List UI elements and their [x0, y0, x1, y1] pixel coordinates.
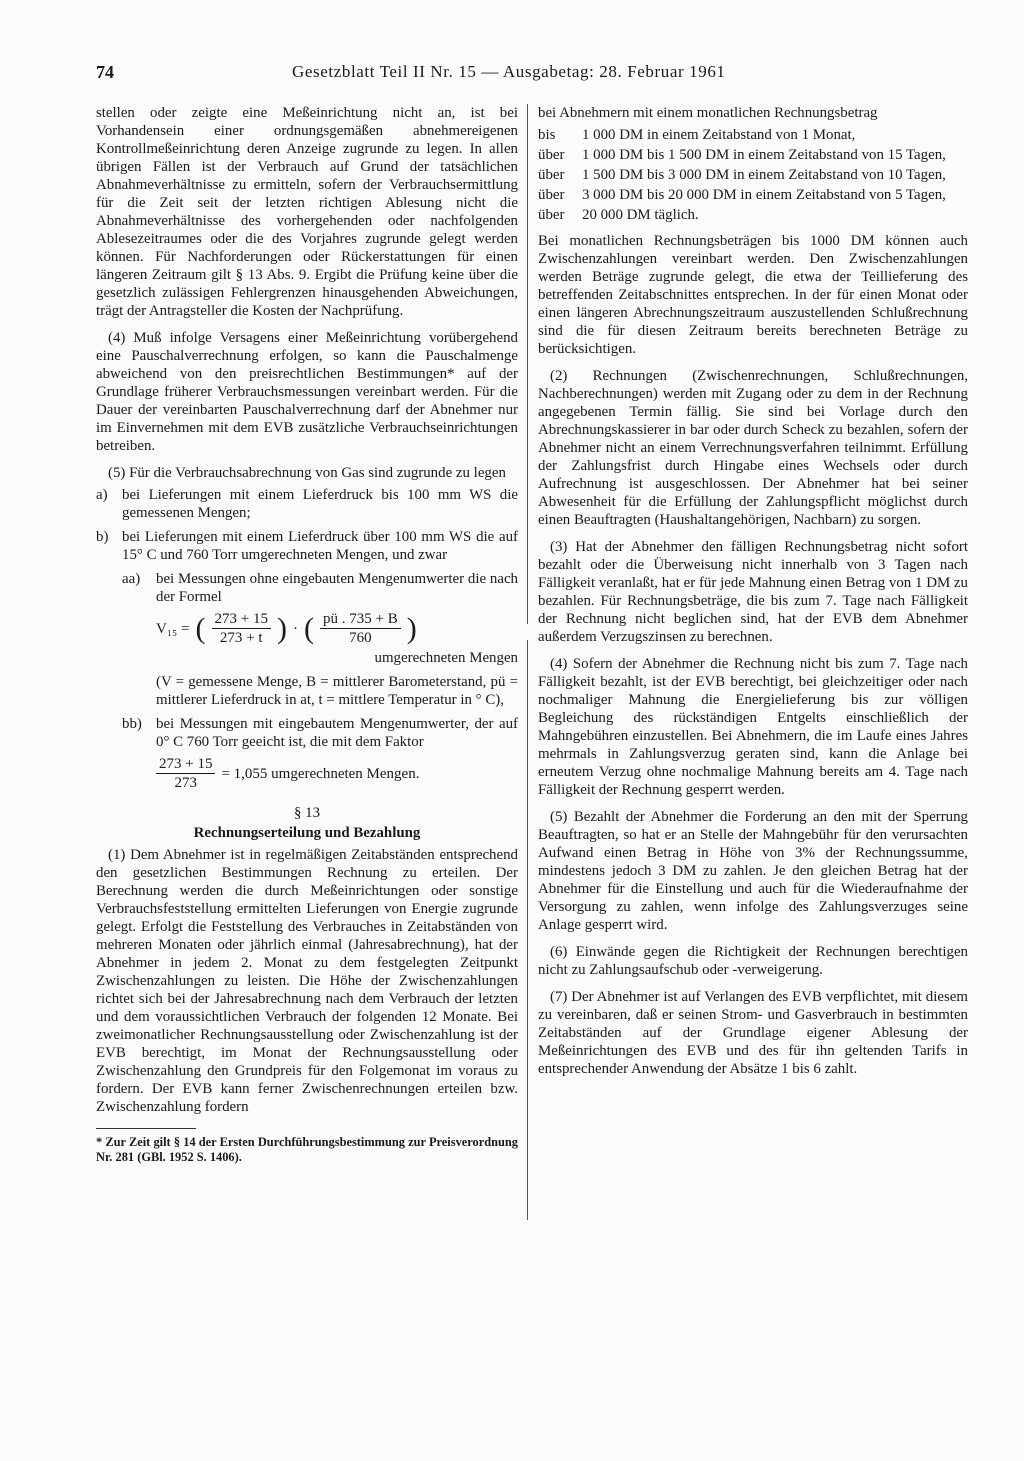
schedule-label: über	[538, 167, 565, 183]
schedule-label: bis	[538, 127, 556, 143]
list-label: aa)	[122, 571, 141, 587]
paragraph: bei Abnehmern mit einem monatlichen Rechnungsbetrag	[538, 105, 878, 121]
list-label: b)	[96, 529, 109, 545]
formula-block	[122, 610, 518, 709]
paragraph: (5) Für die Verbrauchsabrechnung von Gas sind zugrunde zu legen	[108, 465, 506, 481]
paragraph: (6) Einwände gegen die Richtigkeit der Rechnungen berechtigen nicht zu Zahlungsaufschub oder -verweigerung.	[538, 944, 968, 978]
paragraph: stellen oder zeigte eine Meßeinrichtung nicht an, ist bei Vorhandensein einer ordnungsgemäßen abnehmereigenen Kontrollmeßeinrichtung deren Anzeige zugrunde zu legen. In allen übrigen Fällen ist der Verbrauch auf Grund der tatsächlichen Abnahmeverhältnisse zu ermitteln, sofern der Verbrauchsermittlung für die Zeit seit der letzten richtigen Ablesung nicht die Abnahmeverhältnisse des vorhergehenden oder nachfolgenden Ablesezeitraumes oder die des Vorjahres zugrunde gelegt werden können. Für Nachforderungen oder Rückerstattungen für einen längeren Zeitraum gilt § 13 Abs. 9. Ergibt die Prüfung keine über die gesetzlich zulässigen Fehlergrenzen hinausgehenden Abweichungen, trägt der Antragsteller die Kosten der Nachprüfung.	[96, 105, 518, 319]
denominator: 273 + t	[219, 630, 263, 646]
footnote: * Zur Zeit gilt § 14 der Ersten Durchführungsbestimmung zur Preisverordnung Nr. 281 (GBl. 1952 S. 1406).	[96, 1135, 518, 1164]
list-text: bei Messungen ohne eingebauten Mengenumwerter die nach der Formel	[156, 571, 518, 605]
schedule-table	[538, 126, 968, 224]
page-header	[96, 62, 966, 84]
schedule-text: 3 000 DM bis 20 000 DM in einem Zeitabstand von 5 Tagen,	[582, 187, 946, 203]
column-divider	[527, 640, 528, 1220]
paren-open-icon: (	[303, 611, 314, 645]
list-item	[96, 486, 518, 522]
paren-close-icon: )	[276, 611, 287, 645]
paren-open-icon: (	[195, 611, 206, 645]
denominator: 273	[174, 775, 197, 791]
schedule-label: über	[538, 187, 565, 203]
numerator: pü . 735 + B	[320, 610, 401, 629]
list-label: bb)	[122, 716, 142, 732]
paragraph: (4) Muß infolge Versagens einer Meßeinrichtung vorübergehend eine Pauschalverrechnung erfolgen, so kann die Pauschalmenge abweichend von den preisrechtlichen Bestimmungen* auf der Grundlage früherer Verbrauchsmessungen vereinbart werden. Für die Dauer der vereinbarten Pauschalverrechnung darf der Abnehmer nur im Einvernehmen mit dem EVB zusätzliche Verbrauchseinrichtungen betreiben.	[96, 330, 518, 454]
list-item	[122, 715, 518, 751]
schedule-text: 1 000 DM bis 1 500 DM in einem Zeitabstand von 15 Tagen,	[582, 147, 946, 163]
fraction	[212, 610, 271, 647]
column-divider	[527, 104, 528, 624]
paragraph: Bei monatlichen Rechnungsbeträgen bis 1000 DM können auch Zwischenzahlungen vereinbart werden. Den Zwischenzahlungen werden Beträge zugrunde gelegt, die etwa der Teillieferung des betreffenden Zeitabschnittes entsprechen. In der für einen Monat oder einen längeren Abrechnungszeitraum auszustellenden Schlußrechnung sind die für diesen Zeitraum bereits berechneten Beträge zu berücksichtigen.	[538, 233, 968, 357]
list-item	[96, 528, 518, 564]
formula-block	[122, 755, 518, 792]
paragraph: (2) Rechnungen (Zwischenrechnungen, Schlußrechnungen, Nachberechnungen) werden mit Zugang oder zu dem in der Rechnung angegebenen Termin fällig. Sie sind bei Vorlage durch den Abrechnungskassierer in bar oder durch Scheck zu bezahlen, sofern der Abnehmer nicht an einem Verrechnungsverfahren teilnimmt. Erfüllung der Zahlungsfrist durch Hingabe eines Wechsels oder durch Aufrechnung ist ausgeschlossen. Der Abnehmer hat bei seiner Abwesenheit für die Erfüllung der Zahlungspflicht möglichst durch einen Beauftragten (Haushaltangehörigen, Nachbarn) zu sorgen.	[538, 368, 968, 528]
schedule-text: 20 000 DM täglich.	[582, 207, 699, 223]
paragraph: (4) Sofern der Abnehmer die Rechnung nicht bis zum 7. Tage nach Fälligkeit bezahlt, ist der EVB berechtigt, bei gleichzeitiger oder nach nochmaliger Mahnung die Energielieferung bis zur völligen Begleichung des rückständigen Entgelts einschließlich der Mahngebühren einzustellen. Bei Abnehmern, die im Laufe eines Jahres mehrmals in Zahlungsverzug geraten sind, kann die Anlage bei erneutem Verzug ohne nochmalige Mahnung bereits am 4. Tage nach Fälligkeit der Rechnung gesperrt werden.	[538, 656, 968, 798]
paragraph: (1) Dem Abnehmer ist in regelmäßigen Zeitabständen entsprechend den gesetzlichen Bestimmungen Rechnung zu erteilen. Der Berechnung werden die durch Meßeinrichtungen oder sonstige Verbrauchsfeststellung ermittelten Lieferungen von Energie zugrunde gelegt. Erfolgt die Feststellung des Verbrauches in Zeitabständen von mehreren Monaten oder jährlich einmal (Jahresabrechnung), hat der Abnehmer in jedem 2. Monat zu dem festgelegten Zeitpunkt Zwischenzahlungen zu leisten. Die Höhe der Zwischenzahlungen richtet sich bei der Jahresabrechnung nach dem Verbrauch der letzten und dem voraussichtlichen Verbrauch der folgenden 12 Monate. Bei zweimonatlicher Rechnungsausstellung oder Zwischenzahlung ist der EVB berechtigt, im Monat der Rechnungsausstellung oder Zwischenzahlung den Grundpreis für den Folgemonat im voraus zu fordern. Der EVB kann ferner Zwischenrechnungen erteilen bzw. Zwischenzahlung fordern	[96, 847, 518, 1115]
denominator: 760	[349, 630, 372, 646]
formula-lhs: V₁₅ =	[156, 620, 190, 637]
schedule-label: über	[538, 147, 565, 163]
running-title: Gesetzblatt Teil II Nr. 15 — Ausgabetag: 28. Februar 1961	[292, 62, 726, 81]
schedule-label: über	[538, 207, 565, 223]
page-number: 74	[96, 62, 114, 82]
formula-tail: umgerechneten Mengen	[374, 650, 518, 666]
formula-legend: (V = gemessene Menge, B = mittlerer Barometerstand, pü = mittlerer Lieferdruck in at, t = mittlere Temperatur in ° C),	[156, 674, 518, 708]
sub-list	[96, 570, 518, 792]
section-title: Rechnungserteilung und Bezahlung	[193, 825, 421, 841]
right-column	[538, 104, 968, 1087]
list-text: bei Lieferungen mit einem Lieferdruck über 100 mm WS die auf 15° C und 760 Torr umgerechneten Mengen, und zwar	[122, 529, 518, 563]
list-label: a)	[96, 487, 108, 503]
paragraph: (3) Hat der Abnehmer den fälligen Rechnungsbetrag nicht sofort bezahlt oder die Überweisung nicht innerhalb von 3 Tagen nach Fälligkeit veranlaßt, hat er für jede Mahnung einen Betrag von 1 DM zu bezahlen. Für Rechnungsbeträge, die bis zum 7. Tage nach Fälligkeit der Rechnung nicht beglichen sind, hat der EVB dem Abnehmer außerdem Verzugszinsen zu berechnen.	[538, 539, 968, 645]
paragraph: (7) Der Abnehmer ist auf Verlangen des EVB verpflichtet, mit diesem zu vereinbaren, daß er seinen Strom- und Gasverbrauch in bestimmten Zeitabständen auf der Grundlage eigener Ablesung der Meßeinrichtungen des EVB und des für ihn geltenden Tarifs in entsprechender Anwendung der Absätze 1 bis 6 zahlt.	[538, 989, 968, 1077]
formula	[156, 755, 518, 792]
numerator: 273 + 15	[212, 610, 271, 629]
fraction	[320, 610, 401, 647]
schedule-text: 1 500 DM bis 3 000 DM in einem Zeitabstand von 10 Tagen,	[582, 167, 946, 183]
left-column	[96, 104, 518, 1165]
list-text: bei Messungen mit eingebautem Mengenumwerter, der auf 0° C 760 Torr geeicht ist, die mit dem Faktor	[156, 716, 518, 750]
multiply-dot: ·	[292, 620, 298, 637]
paren-close-icon: )	[406, 611, 417, 645]
fraction	[156, 755, 215, 792]
formula	[156, 610, 518, 647]
list-item	[122, 570, 518, 606]
schedule-text: 1 000 DM in einem Zeitabstand von 1 Monat,	[582, 127, 856, 143]
numerator: 273 + 15	[156, 755, 215, 774]
footnote-rule	[96, 1128, 196, 1129]
formula-tail: = 1,055 umgerechneten Mengen.	[221, 765, 420, 782]
section-number: § 13	[293, 805, 321, 821]
list-text: bei Lieferungen mit einem Lieferdruck bis 100 mm WS die gemessenen Mengen;	[122, 487, 518, 521]
paragraph: (5) Bezahlt der Abnehmer die Forderung an den mit der Sperrung Beauftragten, so hat er an Stelle der Mahngebühr für den verursachten Aufwand einen Betrag in Höhe von 3% der Rechnungssumme, mindestens jedoch 3 DM zu zahlen. Je den gleichen Betrag hat der Abnehmer für die Einstellung und auch für die Wiederaufnahme der Versorgung zu zahlen, wenn infolge des Zahlungsverzuges seine Anlage gesperrt wird.	[538, 809, 968, 933]
